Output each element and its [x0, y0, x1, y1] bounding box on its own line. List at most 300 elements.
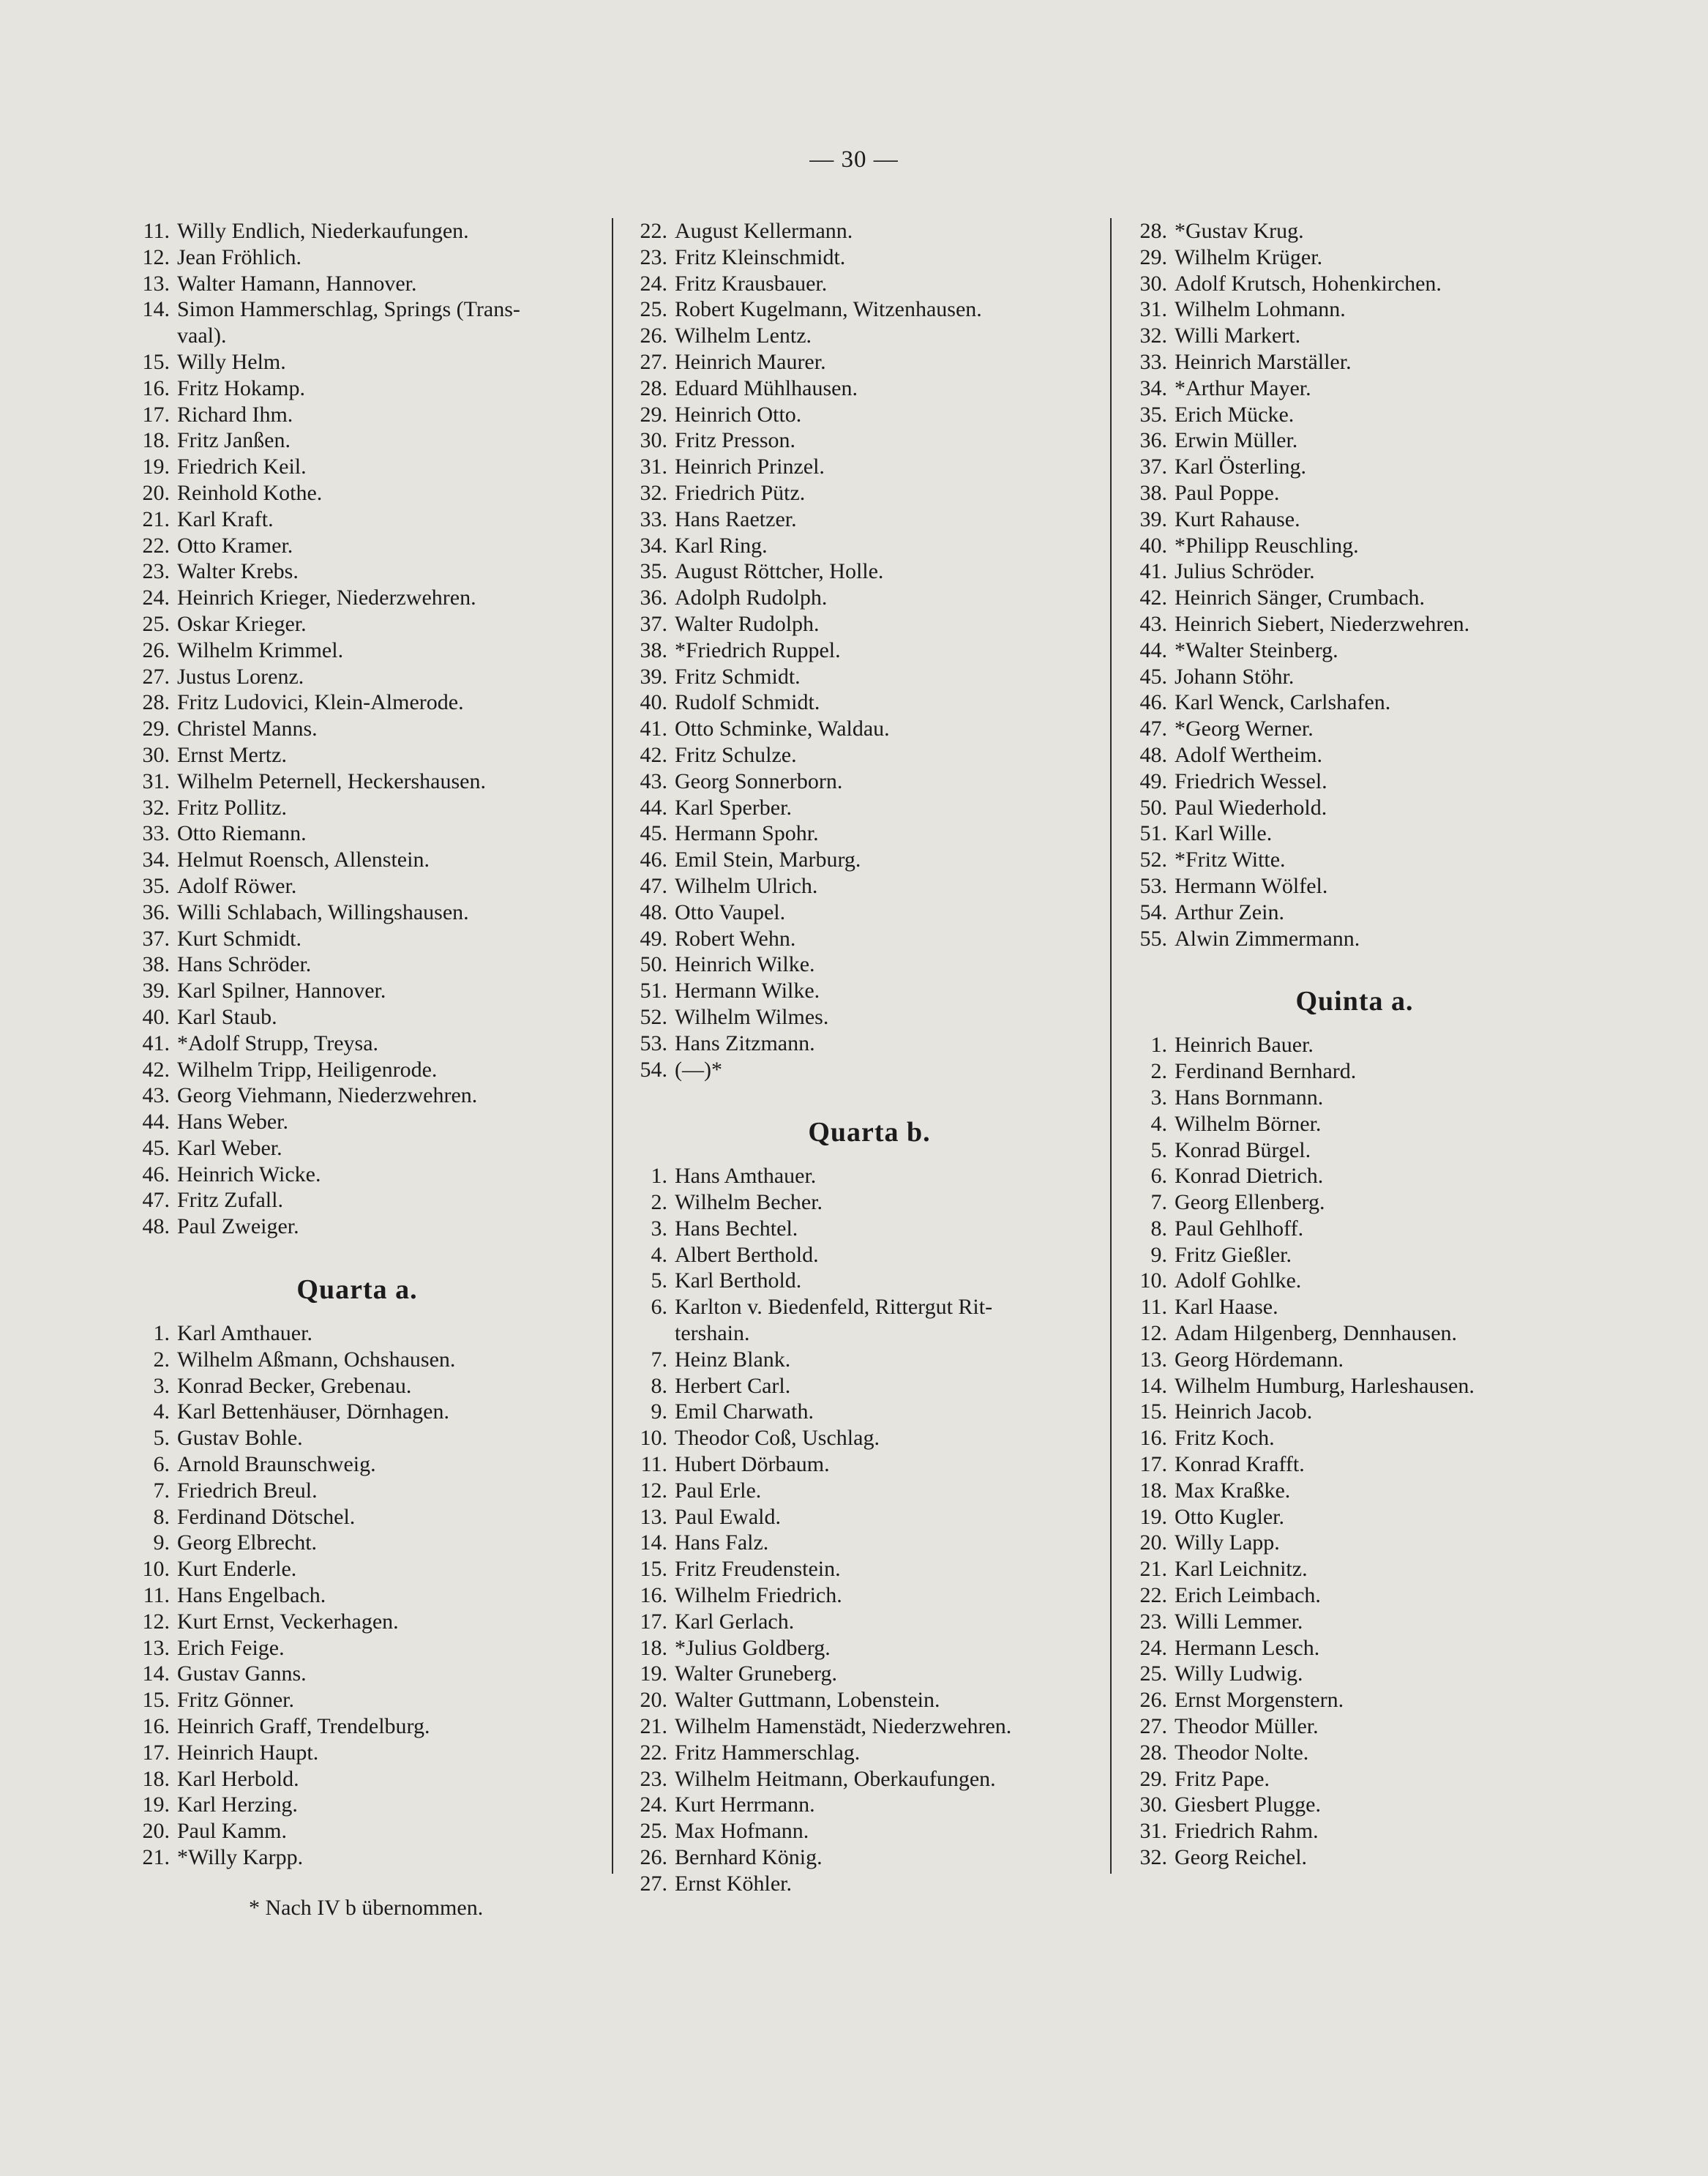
list-item-number: 53. [1139, 873, 1167, 898]
list-item-number: 19. [1139, 1504, 1167, 1529]
list-item-number: 11. [143, 1583, 170, 1608]
list-item-number: 34. [1139, 375, 1167, 400]
list-item-name: Heinrich Siebert, Niederzwehren. [1175, 611, 1470, 636]
list-item-number: 14. [142, 1661, 170, 1686]
list-item-number: 38. [640, 638, 667, 662]
list-item [621, 1871, 1118, 1897]
list-item-number: 1. [153, 1321, 170, 1346]
list-item-number: 44. [1139, 638, 1167, 662]
list-item [621, 427, 1118, 454]
list-item [123, 926, 591, 952]
list-item [1120, 1451, 1589, 1478]
list-item-name: *Adolf Strupp, Treysa. [177, 1031, 379, 1055]
list-item-name: Fritz Koch. [1175, 1426, 1275, 1451]
list-item-number: 11. [640, 1452, 667, 1477]
list-item [1120, 1399, 1589, 1425]
list-item [621, 1556, 1118, 1582]
list-item-number: 26. [1139, 1688, 1167, 1713]
list-item-name: Erich Mücke. [1175, 402, 1295, 427]
list-item-name: Karl Gerlach. [675, 1609, 795, 1634]
list-item-number: 13. [640, 1504, 667, 1529]
list-item [1120, 1189, 1589, 1216]
list-item-number: 39. [142, 979, 170, 1003]
list-item-name: Willy Lapp. [1175, 1530, 1280, 1555]
list-item-name: Georg Sonnerborn. [675, 769, 843, 793]
list-item-name: Karl Amthauer. [177, 1321, 312, 1346]
list-item-number: 20. [142, 480, 170, 505]
list-item-name: Heinrich Jacob. [1175, 1399, 1313, 1424]
list-item [621, 1451, 1118, 1478]
list-item-number: 12. [142, 1609, 170, 1634]
list-item-name: Adolf Gohlke. [1175, 1268, 1302, 1293]
list-item-number: 26. [640, 1845, 667, 1870]
list-item-name: Fritz Janßen. [177, 428, 291, 453]
list-item-name: *Walter Steinberg. [1175, 638, 1338, 662]
page-number: — 30 — [809, 146, 899, 173]
list-item-number: 21. [1139, 1557, 1167, 1582]
list-item-name: Paul Zweiger. [177, 1214, 299, 1239]
list-item-name: Konrad Dietrich. [1175, 1164, 1324, 1189]
list-item-name: Fritz Gießler. [1175, 1242, 1292, 1267]
list-item-number: 55. [1139, 926, 1167, 951]
list-item [621, 1057, 1118, 1083]
list-item-name: Friedrich Keil. [177, 455, 307, 479]
list-item-name: Heinz Blank. [675, 1347, 791, 1372]
list-item [123, 1187, 591, 1214]
list-item-number: 40. [142, 1004, 170, 1029]
list-item-number: 13. [142, 271, 170, 296]
list-item-number: 44. [142, 1110, 170, 1134]
list-item-number: 33. [142, 821, 170, 846]
list-item [621, 1635, 1118, 1661]
list-item [123, 506, 591, 533]
list-item-name: Johann Stöhr. [1175, 664, 1295, 689]
list-item-number: 54. [1139, 900, 1167, 924]
column-right [1120, 218, 1589, 1871]
list-item [1120, 820, 1589, 847]
list-item [123, 402, 591, 428]
list-item [1120, 1582, 1589, 1609]
list-item-name: Adolf Wertheim. [1175, 742, 1322, 767]
list-item-name: Theodor Nolte. [1175, 1740, 1309, 1765]
list-item [1120, 323, 1589, 349]
list-item-number: 3. [651, 1216, 667, 1241]
list-item [123, 558, 591, 585]
list-item [1120, 1478, 1589, 1504]
list-item-name: Ernst Morgenstern. [1175, 1688, 1344, 1713]
list-item-name: Otto Vaupel. [675, 900, 786, 924]
list-item [621, 1373, 1118, 1399]
list-item-number: 27. [1139, 1714, 1167, 1739]
list-item-number: 48. [142, 1214, 170, 1239]
list-item [123, 1661, 591, 1687]
list-item-name: Wilhelm Aßmann, Ochshausen. [177, 1347, 456, 1372]
list-item [123, 1740, 591, 1766]
list-item [621, 480, 1118, 506]
list-item [621, 1609, 1118, 1635]
list-item-number: 14. [1139, 1373, 1167, 1398]
list-item-number: 22. [640, 1740, 667, 1765]
list-item-name: Karl Spilner, Hannover. [177, 979, 386, 1003]
list-item-name: Konrad Krafft. [1175, 1452, 1305, 1477]
list-item [1120, 1294, 1589, 1320]
list-item-name: Georg Reichel. [1175, 1845, 1308, 1870]
list-item-number: 25. [142, 611, 170, 636]
list-item-name: Georg Viehmann, Niederzwehren. [177, 1083, 478, 1108]
list-item-number: 22. [142, 533, 170, 558]
list-item [1120, 271, 1589, 297]
list-item [621, 1844, 1118, 1871]
list-item [621, 1766, 1118, 1792]
list-item [123, 244, 591, 271]
list-item-number: 37. [640, 611, 667, 636]
list-item [621, 1661, 1118, 1687]
list-item [123, 820, 591, 847]
list-item [621, 218, 1118, 244]
list-item-number: 52. [640, 1004, 667, 1029]
list-item-name: Karl Herzing. [177, 1792, 298, 1817]
list-item-number: 48. [1139, 742, 1167, 767]
list-item-number: 2. [153, 1347, 170, 1372]
list-item-number: 29. [142, 717, 170, 741]
list-item-number: 36. [640, 586, 667, 610]
list-item-number: 31. [1139, 297, 1167, 322]
list-item [1120, 218, 1589, 244]
list-item-name: Wilhelm Krüger. [1175, 244, 1323, 269]
list-item-name: Otto Schminke, Waldau. [675, 717, 890, 741]
list-item [1120, 1609, 1589, 1635]
list-item [123, 1057, 591, 1083]
list-item-number: 19. [142, 455, 170, 479]
list-item-number: 29. [1139, 1766, 1167, 1791]
list-item-name: Kurt Ernst, Veckerhagen. [177, 1609, 399, 1634]
list-item-name: Reinhold Kothe. [177, 480, 323, 505]
list-item-number: 22. [1139, 1583, 1167, 1608]
list-item-number: 50. [1139, 795, 1167, 820]
name-list [123, 218, 591, 1240]
list-item-name: Ferdinand Dötschel. [177, 1504, 356, 1529]
name-list [621, 218, 1118, 1083]
list-item [1120, 742, 1589, 769]
list-item-name: Georg Ellenberg. [1175, 1190, 1325, 1215]
list-item-name: Heinrich Prinzel. [675, 455, 825, 479]
list-item-number: 20. [1139, 1530, 1167, 1555]
list-item-number: 21. [142, 506, 170, 531]
list-item [1120, 296, 1589, 323]
list-item [123, 1792, 591, 1818]
list-item-number: 31. [1139, 1819, 1167, 1844]
list-item-name: Fritz Gönner. [177, 1688, 294, 1713]
list-item-name: Otto Riemann. [177, 821, 307, 846]
list-item [621, 585, 1118, 611]
list-item-number: 21. [640, 1714, 667, 1739]
list-item [123, 1504, 591, 1530]
list-item [621, 1294, 1118, 1320]
class-heading-quinta-a: Quinta a. [1295, 986, 1414, 1017]
list-item-name: Wilhelm Lohmann. [1175, 297, 1346, 322]
list-item-name: Konrad Bürgel. [1175, 1137, 1311, 1162]
list-item [621, 271, 1118, 297]
list-item [621, 506, 1118, 533]
list-item [621, 533, 1118, 559]
list-item [621, 926, 1118, 952]
list-item-name: Wilhelm Becher. [675, 1190, 823, 1215]
list-item [1120, 1766, 1589, 1792]
list-item-number: 4. [1150, 1111, 1167, 1136]
list-item-number: 30. [1139, 271, 1167, 296]
list-item-number: 16. [640, 1583, 667, 1608]
list-item-name: Willi Markert. [1175, 324, 1301, 348]
list-item-name: Paul Ewald. [675, 1504, 781, 1529]
list-item-number: 52. [1139, 848, 1167, 872]
list-item-name: Heinrich Sänger, Crumbach. [1175, 586, 1426, 610]
list-item [123, 1478, 591, 1504]
list-item-name: Theodor Müller. [1175, 1714, 1319, 1739]
name-list [1120, 218, 1589, 951]
list-item-number: 20. [640, 1688, 667, 1713]
list-item-number: 29. [1139, 244, 1167, 269]
list-item-name: Paul Wiederhold. [1175, 795, 1327, 820]
list-item-number: 24. [640, 271, 667, 296]
list-item-name: Hans Bechtel. [675, 1216, 798, 1241]
list-item [1120, 533, 1589, 559]
list-item-name: Karl Wenck, Carlshafen. [1175, 690, 1391, 715]
list-item-number: 54. [640, 1057, 667, 1082]
list-item-number: 47. [1139, 717, 1167, 741]
list-item-name: Karl Berthold. [675, 1268, 802, 1293]
list-item-number: 8. [1150, 1216, 1167, 1241]
list-item [123, 1320, 591, 1347]
list-item-name: *Fritz Witte. [1175, 848, 1286, 872]
list-item-name: Karl Österling. [1175, 455, 1306, 479]
list-item-name: Ernst Köhler. [675, 1871, 792, 1896]
list-item [621, 1792, 1118, 1818]
list-item [621, 611, 1118, 638]
list-item-number: 45. [1139, 664, 1167, 689]
list-item [1120, 349, 1589, 375]
list-item-number: 12. [640, 1478, 667, 1503]
column-left [123, 218, 591, 1871]
list-item-number: 16. [142, 375, 170, 400]
list-item-number: 20. [142, 1819, 170, 1844]
list-item [1120, 664, 1589, 690]
list-item [1120, 1530, 1589, 1556]
list-item-name: Walter Krebs. [177, 559, 299, 584]
list-item-name: Erwin Müller. [1175, 428, 1298, 453]
list-item-name: Karl Herbold. [177, 1766, 299, 1791]
list-item-name: Hans Engelbach. [177, 1583, 326, 1608]
list-item [1120, 716, 1589, 742]
list-item-number: 27. [640, 349, 667, 374]
list-item [1120, 1844, 1589, 1871]
list-item-number: 37. [1139, 455, 1167, 479]
list-item-name: (—)* [675, 1057, 722, 1082]
list-item [621, 244, 1118, 271]
list-item-number: 26. [640, 324, 667, 348]
list-item [123, 585, 591, 611]
list-item-number: 45. [640, 821, 667, 846]
list-item-number: 42. [142, 1057, 170, 1082]
list-item-number: 27. [640, 1871, 667, 1896]
list-item-name: Jean Fröhlich. [177, 244, 301, 269]
list-item [123, 375, 591, 402]
list-item [123, 1766, 591, 1792]
list-item-number: 23. [142, 559, 170, 584]
list-item [621, 638, 1118, 664]
list-item-name: *Willy Karpp. [177, 1845, 304, 1870]
list-item-number: 9. [153, 1530, 170, 1555]
list-item-number: 28. [1139, 219, 1167, 243]
list-item [621, 847, 1118, 873]
list-item-number: 34. [142, 848, 170, 872]
list-item [621, 1163, 1118, 1189]
list-item-name: Adolf Krutsch, Hohenkirchen. [1175, 271, 1442, 296]
list-item [1120, 1242, 1589, 1268]
list-item-name: Christel Manns. [177, 717, 318, 741]
list-item-name: Karl Kraft. [177, 506, 274, 531]
list-item-name: Karl Leichnitz. [1175, 1557, 1308, 1582]
list-item-number: 4. [153, 1399, 170, 1424]
list-item [621, 1189, 1118, 1216]
list-item-name: Karl Sperber. [675, 795, 792, 820]
list-item-name: Friedrich Rahm. [1175, 1819, 1319, 1844]
list-item [1120, 795, 1589, 821]
list-item-number: 38. [142, 952, 170, 977]
list-item-name: Willi Lemmer. [1175, 1609, 1303, 1634]
list-item-name: Emil Charwath. [675, 1399, 814, 1424]
list-item [123, 1451, 591, 1478]
list-item-number: 24. [142, 586, 170, 610]
list-item-name: Arnold Braunschweig. [177, 1452, 376, 1477]
list-item-number: 15. [1139, 1399, 1167, 1424]
list-item-name: *Arthur Mayer. [1175, 375, 1311, 400]
list-item-number: 7. [651, 1347, 667, 1372]
list-item [621, 1399, 1118, 1425]
list-item [621, 402, 1118, 428]
list-item-name: Fritz Schmidt. [675, 664, 801, 689]
list-item-number: 40. [1139, 533, 1167, 558]
list-item-name: Heinrich Marställer. [1175, 349, 1352, 374]
list-item-name: Fritz Pape. [1175, 1766, 1270, 1791]
list-item-name: Karl Staub. [177, 1004, 277, 1029]
list-item [1120, 244, 1589, 271]
list-item [123, 1609, 591, 1635]
list-item-name: Paul Kamm. [177, 1819, 287, 1844]
list-item-name: Adam Hilgenberg, Dennhausen. [1175, 1321, 1458, 1346]
list-item-name: Hans Schröder. [177, 952, 312, 977]
list-item [123, 1214, 591, 1240]
list-item-number: 51. [640, 979, 667, 1003]
list-item-number: 13. [1139, 1347, 1167, 1372]
list-item-number: 14. [142, 297, 170, 322]
list-item [1120, 1504, 1589, 1530]
list-item [621, 558, 1118, 585]
list-item-number: 18. [1139, 1478, 1167, 1503]
list-item-number: 5. [153, 1426, 170, 1451]
list-item [1120, 506, 1589, 533]
list-item [1120, 1268, 1589, 1294]
list-item-number: 33. [640, 506, 667, 531]
list-item [123, 533, 591, 559]
list-item-number: 15. [142, 349, 170, 374]
list-item [123, 1083, 591, 1109]
list-item-name: Richard Ihm. [177, 402, 293, 427]
list-item-number: 33. [1139, 349, 1167, 374]
list-item-name: Heinrich Graff, Trendelburg. [177, 1714, 430, 1739]
list-item-name: Justus Lorenz. [177, 664, 304, 689]
list-item-name: Fritz Pollitz. [177, 795, 287, 820]
list-item [123, 847, 591, 873]
list-item [1120, 375, 1589, 402]
list-item [621, 454, 1118, 480]
list-item-number: 43. [142, 1083, 170, 1108]
list-item [621, 689, 1118, 716]
list-item-number: 24. [1139, 1635, 1167, 1660]
list-item-number: 19. [142, 1792, 170, 1817]
list-item [621, 1713, 1118, 1740]
list-item [1120, 1320, 1589, 1347]
list-item [123, 1425, 591, 1451]
list-item-number: 4. [651, 1242, 667, 1267]
list-item-name: Hans Falz. [675, 1530, 769, 1555]
list-item-number: 37. [142, 926, 170, 951]
list-item-name: Friedrich Pütz. [675, 480, 806, 505]
list-item-number: 49. [640, 926, 667, 951]
list-item-number: 41. [142, 1031, 170, 1055]
list-item [621, 769, 1118, 795]
list-item-name: August Röttcher, Holle. [675, 559, 884, 584]
list-item-number: 12. [142, 244, 170, 269]
list-item-name: Karl Bettenhäuser, Dörnhagen. [177, 1399, 449, 1424]
list-item [123, 480, 591, 506]
list-item [1120, 900, 1589, 926]
list-item [123, 1530, 591, 1556]
list-item [621, 1031, 1118, 1057]
list-item-name: Simon Hammerschlag, Springs (Trans- [177, 297, 520, 322]
list-item [1120, 1818, 1589, 1844]
list-item-number: 31. [142, 769, 170, 793]
list-item [1120, 847, 1589, 873]
list-item-number: 51. [1139, 821, 1167, 846]
list-item-name: Karl Haase. [1175, 1295, 1278, 1320]
list-item-number: 16. [1139, 1426, 1167, 1451]
list-item-name: Friedrich Wessel. [1175, 769, 1327, 793]
list-item [621, 742, 1118, 769]
list-item [123, 689, 591, 716]
list-item [1120, 1425, 1589, 1451]
list-item-number: 42. [1139, 586, 1167, 610]
list-item-number: 30. [640, 428, 667, 453]
list-item-name: Kurt Herrmann. [675, 1792, 815, 1817]
list-item-number: 25. [1139, 1661, 1167, 1686]
list-item-name: Heinrich Haupt. [177, 1740, 319, 1765]
list-item [123, 1818, 591, 1844]
list-item [1120, 1661, 1589, 1687]
list-item-number: 2. [1150, 1059, 1167, 1084]
list-item [123, 1713, 591, 1740]
list-item [123, 1635, 591, 1661]
list-item-name: Hans Weber. [177, 1110, 288, 1134]
list-item [621, 349, 1118, 375]
list-item-number: 9. [1150, 1242, 1167, 1267]
list-item-number: 32. [1139, 324, 1167, 348]
list-item [123, 218, 591, 244]
list-item-number: 1. [651, 1164, 667, 1189]
list-item-name: Rudolf Schmidt. [675, 690, 820, 715]
list-item-number: 30. [1139, 1792, 1167, 1817]
list-item-name: Wilhelm Tripp, Heiligenrode. [177, 1057, 438, 1082]
list-item-number: 23. [1139, 1609, 1167, 1634]
